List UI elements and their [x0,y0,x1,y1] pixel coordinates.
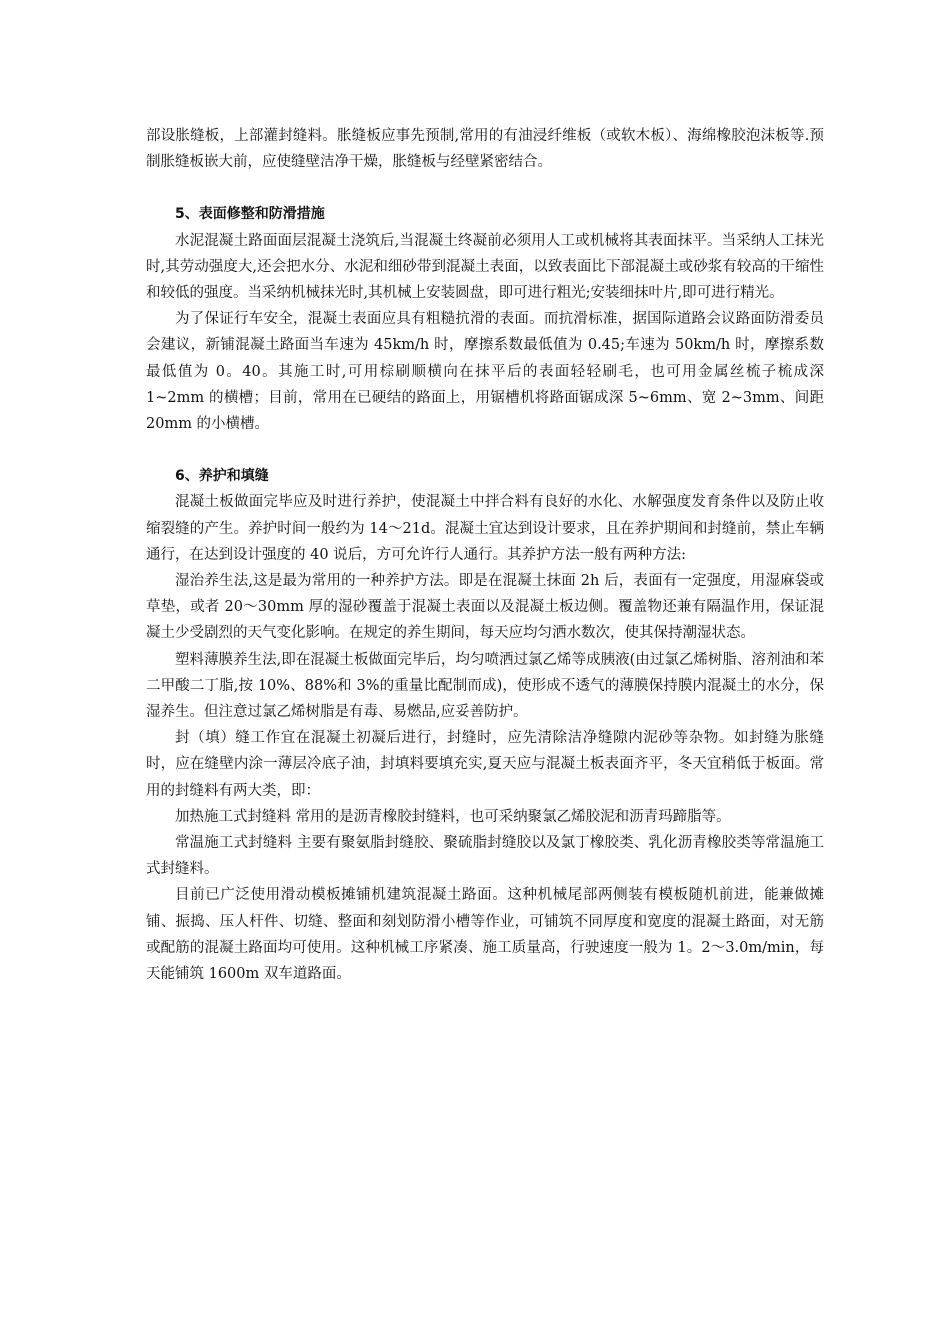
section-6-paragraph-5: 加热施工式封缝料 常用的是沥青橡胶封缝料，也可采纳聚氯乙烯胶泥和沥青玛蹄脂等。 [175,808,731,825]
section-6-paragraph-7: 目前已广泛使用滑动模板摊铺机建筑混凝土路面。这种机械尾部两侧装有模板随机前进，能兼做摊铺、振捣、压人杆件、切缝、整面和刻划防滑小槽等作业，可铺筑不同厚度和宽度的混凝土路面，对无筋或配筋的混凝土路面均可使用。这种机械工序紧凑、施工质量高，行驶速度一般为 1。2～3.0m/min，每天能铺筑 1600m 双车道路面。 [146,887,824,983]
section-6-heading: 6、养护和填缝 [175,468,269,485]
section-6-paragraph-4: 封（填）缝工作宜在混凝土初凝后进行，封缝时，应先清除洁净缝隙内泥砂等杂物。如封缝为胀缝时，应在缝壁内涂一薄层冷底子油，封填料要填充实,夏天应与混凝土板表面齐平，冬天宜稍低于板面。常用的封缝料有两大类，即： [146,730,824,799]
section-5-heading: 5、表面修整和防滑措施 [175,206,325,223]
section-5-paragraph-2: 为了保证行车安全，混凝土表面应具有粗糙抗滑的表面。而抗滑标准，据国际道路会议路面防滑委员会建议，新铺混凝土路面当车速为 45km/h 时，摩擦系数最低值为 0.45;车速为 50km/h 时，摩擦系数最低值为 0。40。其施工时,可用棕刷顺横向在抹平后的表面轻轻刷毛，也可用金属丝梳子梳成深 1~2mm 的横槽；目前，常用在已硬结的路面上，用锯槽机将路面锯成深 5~6mm、宽 2~3mm、间距 20mm 的小横槽。 [146,311,824,433]
document-page [146,123,824,987]
section-5-paragraph-1: 水泥混凝土路面面层混凝土浇筑后,当混凝土终凝前必须用人工或机械将其表面抹平。当采纳人工抹光时,其劳动强度大,还会把水分、水泥和细砂带到混凝土表面，以致表面比下部混凝土或砂浆有较高的干缩性和较低的强度。当采纳机械抹光时,其机械上安装圆盘，即可进行粗光;安装细抹叶片,即可进行精光。 [146,232,824,302]
section-6-paragraph-1: 混凝土板做面完毕应及时进行养护，使混凝土中拌合料有良好的水化、水解强度发育条件以及防止收缩裂缝的产生。养护时间一般约为 14～21d。混凝土宜达到设计要求，且在养护期间和封缝前，禁止车辆通行，在达到设计强度的 40 说后，方可允许行人通行。其养护方法一般有两种方法: [146,494,824,563]
intro-paragraph: 部设胀缝板，上部灌封缝料。胀缝板应事先预制,常用的有油浸纤维板（或软木板）、海绵橡胶泡沫板等.预制胀缝板嵌大前，应使缝壁洁净干燥，胀缝板与经壁紧密结合。 [146,128,824,171]
section-6-paragraph-3: 塑料薄膜养生法,即在混凝土板做面完毕后，均匀喷洒过氯乙烯等成胰液(由过氯乙烯树脂、溶剂油和苯二甲酸二丁脂,按 10%、88%和 3%的重量比配制而成)，使形成不透气的薄膜保持膜内混凝土的水分，保湿养生。但注意过氯乙烯树脂是有毒、易燃品,应妥善防护。 [146,651,824,721]
section-6-paragraph-2: 湿治养生法,这是最为常用的一种养护方法。即是在混凝土抹面 2h 后，表面有一定强度，用湿麻袋或草垫，或者 20～30mm 厚的湿砂覆盖于混凝土表面以及混凝土板边侧。覆盖物还兼有隔温作用，保证混凝土少受剧烈的天气变化影响。在规定的养生期间，每天应均匀洒水数次，使其保持潮湿状态。 [146,573,824,642]
section-6-paragraph-6: 常温施工式封缝料 主要有聚氨脂封缝胶、聚硫脂封缝胶以及氯丁橡胶类、乳化沥青橡胶类等常温施工式封缝料。 [146,835,824,878]
